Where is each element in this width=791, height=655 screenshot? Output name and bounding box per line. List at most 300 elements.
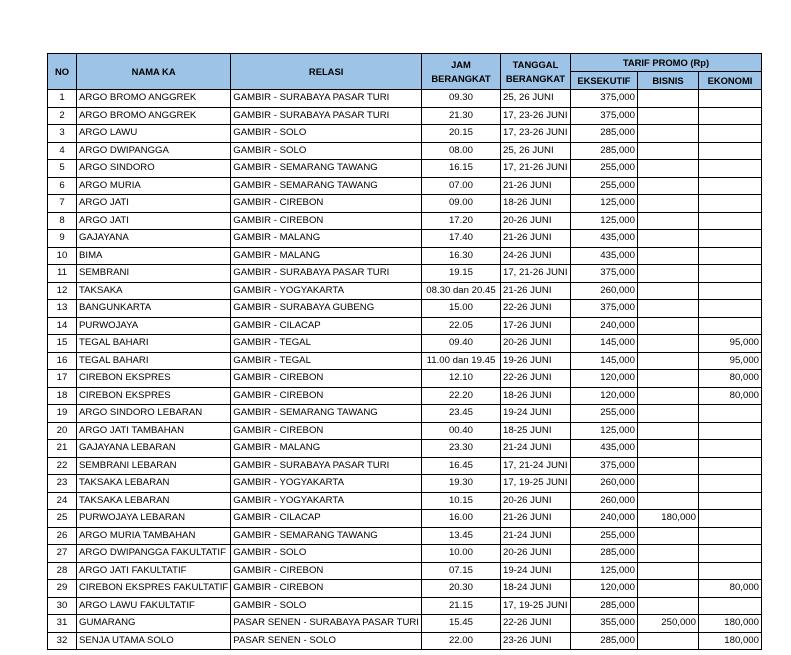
cell-eksekutif: 375,000 xyxy=(570,265,637,283)
cell-tanggal-berangkat: 17, 19-25 JUNI xyxy=(500,475,570,493)
cell-eksekutif: 255,000 xyxy=(570,160,637,178)
cell-no: 25 xyxy=(48,510,77,528)
cell-jam-berangkat: 21.15 xyxy=(421,597,500,615)
cell-tanggal-berangkat: 17, 21-24 JUNI xyxy=(500,457,570,475)
cell-tanggal-berangkat: 21-24 JUNI xyxy=(500,527,570,545)
cell-relasi: GAMBIR - SEMARANG TAWANG xyxy=(231,160,422,178)
cell-tanggal-berangkat: 20-26 JUNI xyxy=(500,335,570,353)
cell-nama-ka: GAJAYANA LEBARAN xyxy=(77,440,231,458)
cell-ekonomi: 80,000 xyxy=(698,370,761,388)
table-row xyxy=(48,265,762,283)
cell-nama-ka: ARGO SINDORO LEBARAN xyxy=(77,405,231,423)
cell-eksekutif: 285,000 xyxy=(570,125,637,143)
cell-jam-berangkat: 07.00 xyxy=(421,177,500,195)
cell-nama-ka: ARGO JATI xyxy=(77,195,231,213)
cell-eksekutif: 145,000 xyxy=(570,352,637,370)
cell-ekonomi xyxy=(698,142,761,160)
header-tarif-promo: TARIF PROMO (Rp) xyxy=(570,54,761,72)
cell-tanggal-berangkat: 18-24 JUNI xyxy=(500,580,570,598)
table-row xyxy=(48,300,762,318)
cell-tanggal-berangkat: 17, 21-26 JUNI xyxy=(500,160,570,178)
cell-tanggal-berangkat: 19-24 JUNI xyxy=(500,405,570,423)
cell-jam-berangkat: 09.40 xyxy=(421,335,500,353)
cell-no: 23 xyxy=(48,475,77,493)
header-bisnis: BISNIS xyxy=(637,72,698,90)
cell-relasi: GAMBIR - MALANG xyxy=(231,440,422,458)
cell-bisnis xyxy=(637,475,698,493)
table-body xyxy=(48,90,762,650)
cell-no: 31 xyxy=(48,615,77,633)
cell-eksekutif: 285,000 xyxy=(570,597,637,615)
cell-tanggal-berangkat: 18-26 JUNI xyxy=(500,195,570,213)
cell-jam-berangkat: 15.45 xyxy=(421,615,500,633)
cell-no: 3 xyxy=(48,125,77,143)
cell-no: 11 xyxy=(48,265,77,283)
cell-ekonomi xyxy=(698,422,761,440)
cell-relasi: GAMBIR - MALANG xyxy=(231,247,422,265)
header-nama-ka: NAMA KA xyxy=(77,54,231,90)
cell-relasi: GAMBIR - YOGYAKARTA xyxy=(231,475,422,493)
cell-no: 4 xyxy=(48,142,77,160)
cell-relasi: GAMBIR - TEGAL xyxy=(231,352,422,370)
cell-bisnis xyxy=(637,247,698,265)
table-row xyxy=(48,422,762,440)
table-row xyxy=(48,597,762,615)
cell-ekonomi xyxy=(698,125,761,143)
cell-eksekutif: 255,000 xyxy=(570,527,637,545)
cell-ekonomi xyxy=(698,317,761,335)
cell-bisnis xyxy=(637,195,698,213)
cell-relasi: GAMBIR - SURABAYA PASAR TURI xyxy=(231,265,422,283)
header-eksekutif: EKSEKUTIF xyxy=(570,72,637,90)
cell-relasi: GAMBIR - CIREBON xyxy=(231,212,422,230)
cell-eksekutif: 285,000 xyxy=(570,142,637,160)
cell-relasi: GAMBIR - SOLO xyxy=(231,125,422,143)
table-row xyxy=(48,370,762,388)
cell-nama-ka: ARGO LAWU FAKULTATIF xyxy=(77,597,231,615)
cell-bisnis xyxy=(637,405,698,423)
table-row xyxy=(48,230,762,248)
table-row xyxy=(48,440,762,458)
cell-jam-berangkat: 20.15 xyxy=(421,125,500,143)
cell-ekonomi xyxy=(698,282,761,300)
cell-nama-ka: ARGO MURIA xyxy=(77,177,231,195)
cell-tanggal-berangkat: 17-26 JUNI xyxy=(500,317,570,335)
cell-nama-ka: ARGO BROMO ANGGREK xyxy=(77,90,231,108)
cell-tanggal-berangkat: 21-26 JUNI xyxy=(500,230,570,248)
cell-no: 12 xyxy=(48,282,77,300)
cell-nama-ka: ARGO LAWU xyxy=(77,125,231,143)
cell-ekonomi xyxy=(698,160,761,178)
cell-jam-berangkat: 10.15 xyxy=(421,492,500,510)
cell-jam-berangkat: 09.00 xyxy=(421,195,500,213)
cell-no: 22 xyxy=(48,457,77,475)
table-row xyxy=(48,195,762,213)
cell-jam-berangkat: 16.15 xyxy=(421,160,500,178)
cell-bisnis xyxy=(637,125,698,143)
cell-bisnis xyxy=(637,457,698,475)
cell-ekonomi xyxy=(698,527,761,545)
cell-jam-berangkat: 09.30 xyxy=(421,90,500,108)
cell-nama-ka: CIREBON EKSPRES xyxy=(77,387,231,405)
cell-tanggal-berangkat: 21-26 JUNI xyxy=(500,282,570,300)
cell-relasi: GAMBIR - CIREBON xyxy=(231,370,422,388)
cell-jam-berangkat: 19.30 xyxy=(421,475,500,493)
cell-tanggal-berangkat: 21-26 JUNI xyxy=(500,510,570,528)
cell-tanggal-berangkat: 19-26 JUNI xyxy=(500,352,570,370)
cell-bisnis xyxy=(637,370,698,388)
cell-nama-ka: ARGO SINDORO xyxy=(77,160,231,178)
table-row xyxy=(48,527,762,545)
cell-relasi: GAMBIR - CIREBON xyxy=(231,387,422,405)
cell-eksekutif: 260,000 xyxy=(570,492,637,510)
cell-bisnis xyxy=(637,107,698,125)
table-row xyxy=(48,177,762,195)
cell-bisnis xyxy=(637,545,698,563)
cell-jam-berangkat: 16.00 xyxy=(421,510,500,528)
cell-tanggal-berangkat: 20-26 JUNI xyxy=(500,212,570,230)
cell-tanggal-berangkat: 22-26 JUNI xyxy=(500,300,570,318)
cell-eksekutif: 125,000 xyxy=(570,422,637,440)
cell-nama-ka: TAKSAKA xyxy=(77,282,231,300)
table-row xyxy=(48,282,762,300)
tariff-table xyxy=(47,53,762,650)
cell-bisnis xyxy=(637,527,698,545)
cell-nama-ka: PURWOJAYA xyxy=(77,317,231,335)
cell-bisnis xyxy=(637,160,698,178)
table-row xyxy=(48,247,762,265)
cell-eksekutif: 240,000 xyxy=(570,317,637,335)
cell-eksekutif: 375,000 xyxy=(570,457,637,475)
cell-eksekutif: 120,000 xyxy=(570,580,637,598)
cell-eksekutif: 375,000 xyxy=(570,300,637,318)
cell-jam-berangkat: 22.00 xyxy=(421,632,500,650)
cell-no: 1 xyxy=(48,90,77,108)
cell-ekonomi xyxy=(698,177,761,195)
cell-relasi: GAMBIR - SOLO xyxy=(231,545,422,563)
cell-relasi: PASAR SENEN - SURABAYA PASAR TURI xyxy=(231,615,422,633)
cell-jam-berangkat: 07.15 xyxy=(421,562,500,580)
cell-jam-berangkat: 00.40 xyxy=(421,422,500,440)
cell-relasi: GAMBIR - YOGYAKARTA xyxy=(231,492,422,510)
cell-nama-ka: SENJA UTAMA SOLO xyxy=(77,632,231,650)
cell-bisnis xyxy=(637,492,698,510)
cell-jam-berangkat: 22.05 xyxy=(421,317,500,335)
cell-eksekutif: 255,000 xyxy=(570,405,637,423)
table-row xyxy=(48,335,762,353)
cell-ekonomi xyxy=(698,562,761,580)
cell-ekonomi xyxy=(698,597,761,615)
header-no: NO xyxy=(48,54,77,90)
cell-nama-ka: ARGO JATI TAMBAHAN xyxy=(77,422,231,440)
table-row xyxy=(48,352,762,370)
table-row xyxy=(48,142,762,160)
cell-eksekutif: 375,000 xyxy=(570,107,637,125)
cell-jam-berangkat: 08.30 dan 20.45 xyxy=(421,282,500,300)
cell-nama-ka: PURWOJAYA LEBARAN xyxy=(77,510,231,528)
cell-eksekutif: 240,000 xyxy=(570,510,637,528)
header-row-top xyxy=(48,54,762,72)
table-row xyxy=(48,510,762,528)
cell-tanggal-berangkat: 17, 19-25 JUNI xyxy=(500,597,570,615)
cell-eksekutif: 145,000 xyxy=(570,335,637,353)
cell-bisnis xyxy=(637,177,698,195)
cell-ekonomi xyxy=(698,457,761,475)
cell-ekonomi xyxy=(698,475,761,493)
cell-no: 6 xyxy=(48,177,77,195)
cell-no: 5 xyxy=(48,160,77,178)
cell-bisnis xyxy=(637,265,698,283)
cell-jam-berangkat: 10.00 xyxy=(421,545,500,563)
cell-tanggal-berangkat: 22-26 JUNI xyxy=(500,615,570,633)
cell-no: 32 xyxy=(48,632,77,650)
cell-tanggal-berangkat: 20-26 JUNI xyxy=(500,545,570,563)
cell-ekonomi: 180,000 xyxy=(698,615,761,633)
cell-tanggal-berangkat: 21-26 JUNI xyxy=(500,177,570,195)
cell-tanggal-berangkat: 21-24 JUNI xyxy=(500,440,570,458)
cell-nama-ka: SEMBRANI xyxy=(77,265,231,283)
header-jam-berangkat xyxy=(421,54,500,90)
cell-no: 7 xyxy=(48,195,77,213)
cell-jam-berangkat: 16.45 xyxy=(421,457,500,475)
cell-nama-ka: ARGO MURIA TAMBAHAN xyxy=(77,527,231,545)
cell-no: 17 xyxy=(48,370,77,388)
cell-ekonomi xyxy=(698,195,761,213)
cell-no: 26 xyxy=(48,527,77,545)
cell-jam-berangkat: 11.00 dan 19.45 xyxy=(421,352,500,370)
cell-tanggal-berangkat: 18-25 JUNI xyxy=(500,422,570,440)
cell-relasi: GAMBIR - SOLO xyxy=(231,597,422,615)
cell-bisnis xyxy=(637,440,698,458)
header-jam-line2: BERANGKAT xyxy=(431,72,491,84)
table-row xyxy=(48,457,762,475)
cell-bisnis xyxy=(637,422,698,440)
table-row xyxy=(48,125,762,143)
cell-bisnis: 180,000 xyxy=(637,510,698,528)
cell-nama-ka: TAKSAKA LEBARAN xyxy=(77,492,231,510)
cell-eksekutif: 120,000 xyxy=(570,370,637,388)
cell-tanggal-berangkat: 20-26 JUNI xyxy=(500,492,570,510)
table-row xyxy=(48,317,762,335)
table-row xyxy=(48,212,762,230)
table-row xyxy=(48,580,762,598)
cell-ekonomi: 80,000 xyxy=(698,387,761,405)
header-tanggal-line1: TANGGAL xyxy=(512,58,559,70)
cell-no: 19 xyxy=(48,405,77,423)
cell-nama-ka: ARGO JATI FAKULTATIF xyxy=(77,562,231,580)
cell-eksekutif: 285,000 xyxy=(570,632,637,650)
cell-tanggal-berangkat: 17, 23-26 JUNI xyxy=(500,125,570,143)
cell-no: 10 xyxy=(48,247,77,265)
cell-tanggal-berangkat: 17, 23-26 JUNI xyxy=(500,107,570,125)
table-row xyxy=(48,387,762,405)
cell-ekonomi: 95,000 xyxy=(698,352,761,370)
cell-eksekutif: 125,000 xyxy=(570,195,637,213)
cell-bisnis xyxy=(637,580,698,598)
cell-jam-berangkat: 17.40 xyxy=(421,230,500,248)
table-row xyxy=(48,475,762,493)
cell-tanggal-berangkat: 25, 26 JUNI xyxy=(500,142,570,160)
cell-tanggal-berangkat: 17, 21-26 JUNI xyxy=(500,265,570,283)
cell-bisnis xyxy=(637,352,698,370)
cell-relasi: GAMBIR - TEGAL xyxy=(231,335,422,353)
cell-eksekutif: 285,000 xyxy=(570,545,637,563)
cell-relasi: GAMBIR - CIREBON xyxy=(231,580,422,598)
cell-eksekutif: 435,000 xyxy=(570,230,637,248)
table-row xyxy=(48,545,762,563)
cell-no: 16 xyxy=(48,352,77,370)
cell-tanggal-berangkat: 23-26 JUNI xyxy=(500,632,570,650)
cell-relasi: GAMBIR - CIREBON xyxy=(231,562,422,580)
cell-nama-ka: GUMARANG xyxy=(77,615,231,633)
cell-eksekutif: 260,000 xyxy=(570,475,637,493)
cell-nama-ka: ARGO DWIPANGGA FAKULTATIF xyxy=(77,545,231,563)
cell-no: 15 xyxy=(48,335,77,353)
cell-no: 14 xyxy=(48,317,77,335)
header-tanggal-line2: BERANGKAT xyxy=(505,72,566,84)
cell-tanggal-berangkat: 22-26 JUNI xyxy=(500,370,570,388)
cell-relasi: GAMBIR - SURABAYA PASAR TURI xyxy=(231,457,422,475)
cell-jam-berangkat: 22.20 xyxy=(421,387,500,405)
header-relasi: RELASI xyxy=(231,54,422,90)
cell-bisnis xyxy=(637,335,698,353)
cell-bisnis xyxy=(637,317,698,335)
cell-ekonomi xyxy=(698,545,761,563)
cell-jam-berangkat: 19.15 xyxy=(421,265,500,283)
cell-eksekutif: 435,000 xyxy=(570,247,637,265)
cell-bisnis xyxy=(637,387,698,405)
cell-ekonomi xyxy=(698,492,761,510)
cell-jam-berangkat: 15.00 xyxy=(421,300,500,318)
cell-relasi: GAMBIR - CIREBON xyxy=(231,422,422,440)
cell-nama-ka: TAKSAKA LEBARAN xyxy=(77,475,231,493)
cell-ekonomi xyxy=(698,510,761,528)
cell-nama-ka: BIMA xyxy=(77,247,231,265)
cell-jam-berangkat: 23.30 xyxy=(421,440,500,458)
cell-eksekutif: 125,000 xyxy=(570,212,637,230)
table-row xyxy=(48,615,762,633)
cell-eksekutif: 120,000 xyxy=(570,387,637,405)
cell-relasi: GAMBIR - MALANG xyxy=(231,230,422,248)
cell-no: 24 xyxy=(48,492,77,510)
header-tanggal-berangkat xyxy=(500,54,570,90)
cell-nama-ka: BANGUNKARTA xyxy=(77,300,231,318)
cell-nama-ka: GAJAYANA xyxy=(77,230,231,248)
table-row xyxy=(48,107,762,125)
cell-relasi: GAMBIR - SURABAYA PASAR TURI xyxy=(231,90,422,108)
cell-nama-ka: ARGO DWIPANGGA xyxy=(77,142,231,160)
cell-nama-ka: CIREBON EKSPRES xyxy=(77,370,231,388)
cell-nama-ka: ARGO JATI xyxy=(77,212,231,230)
cell-eksekutif: 260,000 xyxy=(570,282,637,300)
cell-nama-ka: ARGO BROMO ANGGREK xyxy=(77,107,231,125)
cell-relasi: GAMBIR - SURABAYA PASAR TURI xyxy=(231,107,422,125)
cell-jam-berangkat: 12.10 xyxy=(421,370,500,388)
cell-no: 27 xyxy=(48,545,77,563)
cell-no: 29 xyxy=(48,580,77,598)
table-row xyxy=(48,405,762,423)
cell-bisnis xyxy=(637,632,698,650)
cell-no: 21 xyxy=(48,440,77,458)
cell-bisnis xyxy=(637,230,698,248)
cell-no: 8 xyxy=(48,212,77,230)
cell-relasi: GAMBIR - CILACAP xyxy=(231,317,422,335)
cell-no: 18 xyxy=(48,387,77,405)
cell-no: 28 xyxy=(48,562,77,580)
header-ekonomi: EKONOMI xyxy=(698,72,761,90)
cell-bisnis xyxy=(637,282,698,300)
table-row xyxy=(48,632,762,650)
cell-relasi: GAMBIR - SEMARANG TAWANG xyxy=(231,405,422,423)
cell-jam-berangkat: 16.30 xyxy=(421,247,500,265)
table-row xyxy=(48,562,762,580)
cell-jam-berangkat: 13.45 xyxy=(421,527,500,545)
cell-bisnis xyxy=(637,300,698,318)
cell-ekonomi: 180,000 xyxy=(698,632,761,650)
cell-jam-berangkat: 20.30 xyxy=(421,580,500,598)
cell-nama-ka: TEGAL BAHARI xyxy=(77,352,231,370)
cell-jam-berangkat: 21.30 xyxy=(421,107,500,125)
table-row xyxy=(48,492,762,510)
cell-no: 30 xyxy=(48,597,77,615)
header-jam-line1: JAM xyxy=(451,58,471,70)
cell-no: 2 xyxy=(48,107,77,125)
cell-ekonomi: 95,000 xyxy=(698,335,761,353)
cell-ekonomi xyxy=(698,300,761,318)
cell-ekonomi xyxy=(698,230,761,248)
cell-bisnis xyxy=(637,90,698,108)
cell-ekonomi: 80,000 xyxy=(698,580,761,598)
cell-no: 13 xyxy=(48,300,77,318)
cell-jam-berangkat: 08.00 xyxy=(421,142,500,160)
cell-bisnis xyxy=(637,562,698,580)
cell-tanggal-berangkat: 18-26 JUNI xyxy=(500,387,570,405)
cell-bisnis xyxy=(637,597,698,615)
cell-relasi: GAMBIR - SEMARANG TAWANG xyxy=(231,177,422,195)
cell-jam-berangkat: 23.45 xyxy=(421,405,500,423)
cell-eksekutif: 375,000 xyxy=(570,90,637,108)
cell-relasi: GAMBIR - SOLO xyxy=(231,142,422,160)
table-row xyxy=(48,90,762,108)
cell-ekonomi xyxy=(698,405,761,423)
cell-no: 20 xyxy=(48,422,77,440)
cell-relasi: GAMBIR - SEMARANG TAWANG xyxy=(231,527,422,545)
cell-tanggal-berangkat: 24-26 JUNI xyxy=(500,247,570,265)
cell-nama-ka: SEMBRANI LEBARAN xyxy=(77,457,231,475)
cell-ekonomi xyxy=(698,440,761,458)
cell-bisnis: 250,000 xyxy=(637,615,698,633)
cell-ekonomi xyxy=(698,212,761,230)
cell-no: 9 xyxy=(48,230,77,248)
cell-relasi: GAMBIR - CILACAP xyxy=(231,510,422,528)
cell-tanggal-berangkat: 19-24 JUNI xyxy=(500,562,570,580)
cell-relasi: GAMBIR - CIREBON xyxy=(231,195,422,213)
cell-ekonomi xyxy=(698,107,761,125)
cell-bisnis xyxy=(637,142,698,160)
cell-eksekutif: 355,000 xyxy=(570,615,637,633)
cell-tanggal-berangkat: 25, 26 JUNI xyxy=(500,90,570,108)
cell-ekonomi xyxy=(698,265,761,283)
cell-ekonomi xyxy=(698,90,761,108)
cell-eksekutif: 125,000 xyxy=(570,562,637,580)
table-row xyxy=(48,160,762,178)
cell-nama-ka: CIREBON EKSPRES FAKULTATIF xyxy=(77,580,231,598)
cell-relasi: GAMBIR - SURABAYA GUBENG xyxy=(231,300,422,318)
cell-nama-ka: TEGAL BAHARI xyxy=(77,335,231,353)
cell-relasi: GAMBIR - YOGYAKARTA xyxy=(231,282,422,300)
cell-eksekutif: 255,000 xyxy=(570,177,637,195)
cell-bisnis xyxy=(637,212,698,230)
